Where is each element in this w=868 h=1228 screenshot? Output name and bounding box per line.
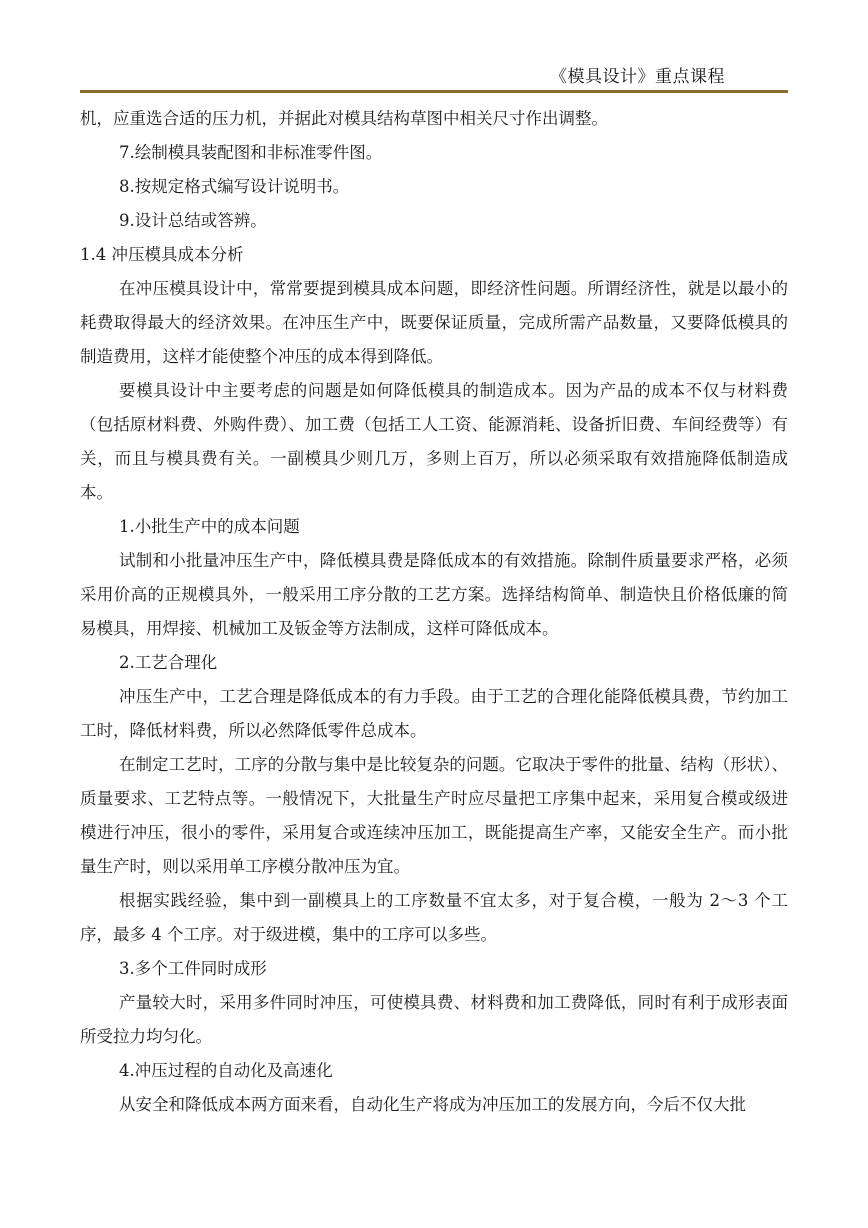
- subheading-small-batch: 1.小批生产中的成本问题: [119, 517, 300, 536]
- document-body: [80, 102, 788, 1122]
- paragraph-cost-factors: 要模具设计中主要考虑的问题是如何降低模具的制造成本。因为产品的成本不仅与材料费（包括原材料费、外购件费）、加工费（包括工人工资、能源消耗、设备折旧费、车间经费等）有关，而且与模具费有关。一副模具少则几万，多则上百万，所以必须采取有效措施降低制造成本。: [80, 381, 788, 502]
- paragraph-process-rationalization: 冲压生产中，工艺合理是降低成本的有力手段。由于工艺的合理化能降低模具费，节约加工工时，降低材料费，所以必然降低零件总成本。: [80, 687, 788, 740]
- paragraph-small-batch: 试制和小批量冲压生产中，降低模具费是降低成本的有效措施。除制件质量要求严格，必须采用价高的正规模具外，一般采用工序分散的工艺方案。选择结构简单、制造快且价格低廉的简易模具，用焊接、机械加工及钣金等方法制成，这样可降低成本。: [80, 551, 788, 638]
- paragraph-process-count: 根据实践经验，集中到一副模具上的工序数量不宜太多，对于复合模，一般为 2～3 个工序，最多 4 个工序。对于级进模，集中的工序可以多些。: [80, 891, 788, 944]
- subheading-multi-part-forming: 3.多个工件同时成形: [119, 959, 267, 978]
- paragraph-economy-intro: 在冲压模具设计中，常常要提到模具成本问题，即经济性问题。所谓经济性，就是以最小的耗费取得最大的经济效果。在冲压生产中，既要保证质量，完成所需产品数量，又要降低模具的制造费用，这样才能使整个冲压的成本得到降低。: [80, 279, 788, 366]
- list-item-step-7: 7.绘制模具装配图和非标准零件图。: [119, 143, 383, 162]
- paragraph-automation: 从安全和降低成本两方面来看，自动化生产将成为冲压加工的发展方向，今后不仅大批: [119, 1095, 746, 1114]
- paragraph-process-planning: 在制定工艺时，工序的分散与集中是比较复杂的问题。它取决于零件的批量、结构（形状）、质量要求、工艺特点等。一般情况下，大批量生产时应尽量把工序集中起来，采用复合模或级进模进行冲压，很小的零件，采用复合或连续冲压加工，既能提高生产率，又能安全生产。而小批量生产时，则以采用单工序模分散冲压为宜。: [80, 755, 788, 876]
- section-heading-1-4: 1.4 冲压模具成本分析: [80, 245, 244, 264]
- subheading-process-rationalization: 2.工艺合理化: [119, 653, 218, 672]
- paragraph-continued: 机，应重选合适的压力机，并据此对模具结构草图中相关尺寸作出调整。: [80, 109, 608, 128]
- list-item-step-9: 9.设计总结或答辨。: [119, 211, 267, 230]
- list-item-step-8: 8.按规定格式编写设计说明书。: [119, 177, 350, 196]
- header-divider: [80, 90, 788, 93]
- subheading-automation: 4.冲压过程的自动化及高速化: [119, 1061, 333, 1080]
- running-header-title: 《模具设计》重点课程: [550, 67, 725, 87]
- paragraph-multi-part-forming: 产量较大时，采用多件同时冲压，可使模具费、材料费和加工费降低，同时有利于成形表面所受拉力均匀化。: [80, 993, 788, 1046]
